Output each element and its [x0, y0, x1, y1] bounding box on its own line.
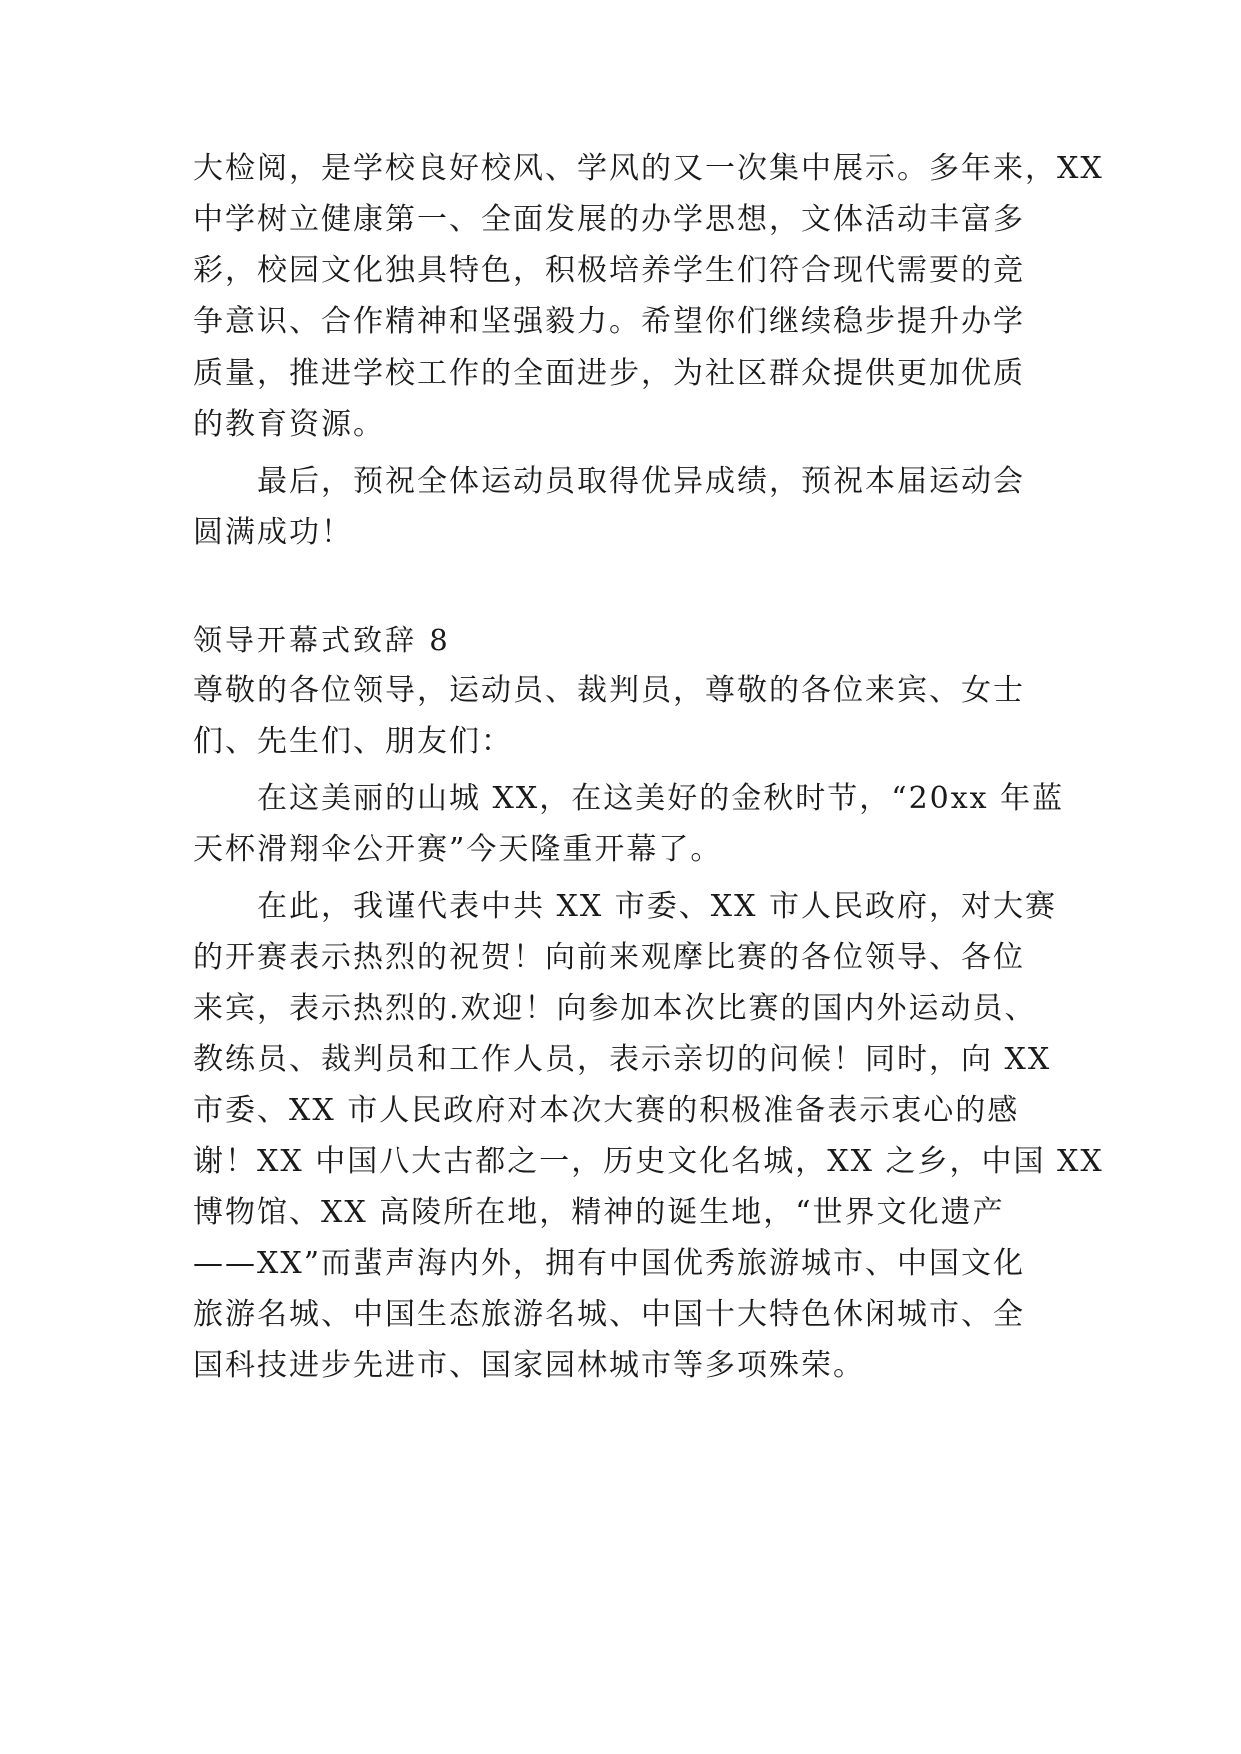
paragraph-line: 博物馆、XX 高陵所在地，精神的诞生地，“世界文化遗产	[193, 1195, 1005, 1230]
paragraph-line: 国科技进步先进市、国家园林城市等多项殊荣。	[193, 1348, 865, 1383]
paragraph-line: 中学树立健康第一、全面发展的办学思想，文体活动丰富多	[193, 202, 1025, 237]
paragraph-line: 们、先生们、朋友们：	[193, 724, 513, 759]
paragraph-line: 圆满成功！	[193, 515, 353, 550]
paragraph-line: 天杯滑翔伞公开赛”今天隆重开幕了。	[193, 832, 723, 867]
paragraph-line: 在此，我谨代表中共 XX 市委、XX 市人民政府，对大赛	[257, 889, 1058, 924]
paragraph-line: 的教育资源。	[193, 407, 385, 442]
paragraph-line: 谢！XX 中国八大古都之一，历史文化名城，XX 之乡，中国 XX	[193, 1144, 1104, 1179]
paragraph-line: 市委、XX 市人民政府对本次大赛的积极准备表示衷心的感	[193, 1093, 1020, 1128]
paragraph-line: ——XX”而蜚声海内外，拥有中国优秀旅游城市、中国文化	[193, 1246, 1026, 1281]
paragraph-line: 旅游名城、中国生态旅游名城、中国十大特色休闲城市、全	[193, 1297, 1025, 1332]
paragraph-line: 的开赛表示热烈的祝贺！向前来观摩比赛的各位领导、各位	[193, 940, 1025, 975]
paragraph-line: 质量，推进学校工作的全面进步，为社区群众提供更加优质	[193, 356, 1025, 391]
section-title: 领导开幕式致辞 8	[193, 623, 451, 657]
paragraph-line: 在这美丽的山城 XX，在这美好的金秋时节，“20xx 年蓝	[257, 781, 1065, 816]
paragraph-line: 最后，预祝全体运动员取得优异成绩，预祝本届运动会	[257, 464, 1025, 499]
paragraph-line: 彩，校园文化独具特色，积极培养学生们符合现代需要的竞	[193, 253, 1025, 288]
paragraph-line: 尊敬的各位领导，运动员、裁判员，尊敬的各位来宾、女士	[193, 673, 1025, 708]
paragraph-line: 来宾，表示热烈的.欢迎！向参加本次比赛的国内外运动员、	[193, 991, 1037, 1026]
paragraph-line: 教练员、裁判员和工作人员，表示亲切的问候！同时，向 XX	[193, 1042, 1052, 1077]
paragraph-line: 大检阅，是学校良好校风、学风的又一次集中展示。多年来，XX	[193, 151, 1104, 186]
paragraph-line: 争意识、合作精神和坚强毅力。希望你们继续稳步提升办学	[193, 304, 1025, 339]
